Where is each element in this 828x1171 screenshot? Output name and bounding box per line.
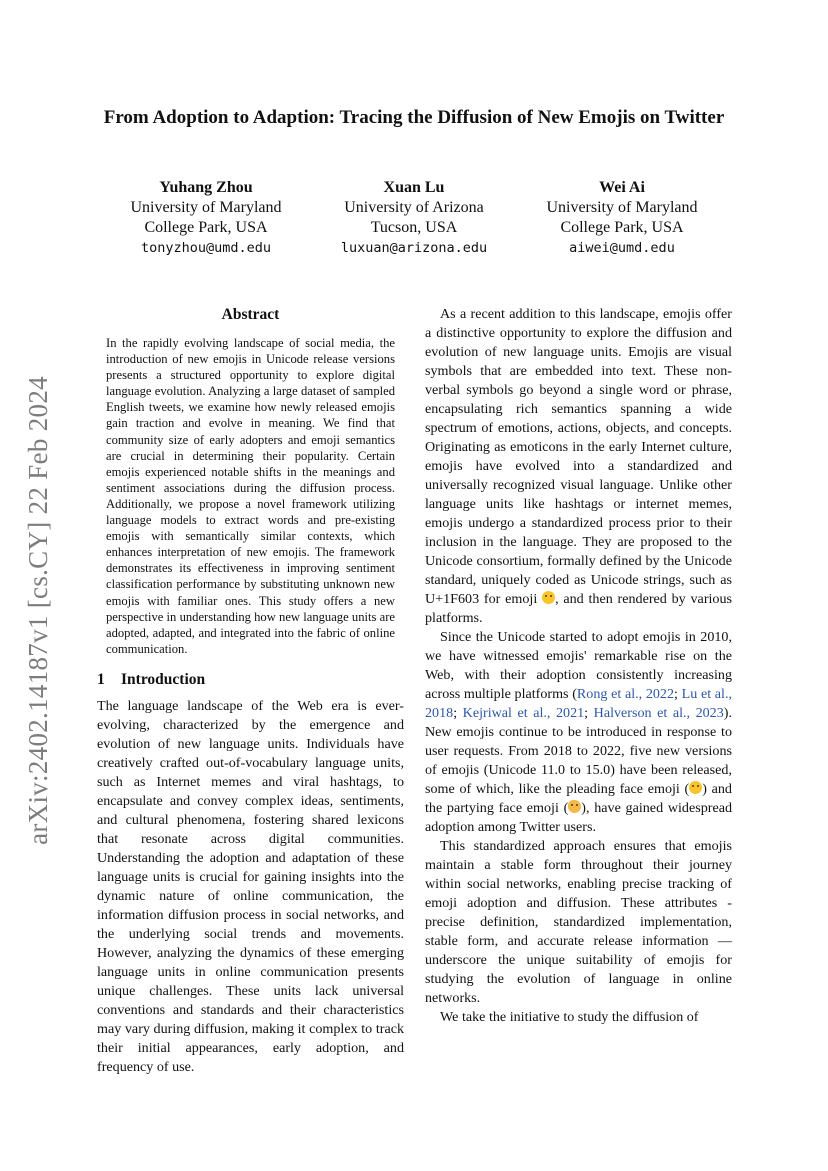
citation-separator: ; xyxy=(584,705,594,721)
author-3 xyxy=(512,178,732,258)
author-affiliation: University of Maryland xyxy=(546,199,698,216)
author-email[interactable]: aiwei@umd.edu xyxy=(569,240,675,256)
author-2 xyxy=(306,178,522,258)
author-location: College Park, USA xyxy=(560,219,684,236)
smiley-face-emoji-icon xyxy=(542,591,555,604)
author-name: Xuan Lu xyxy=(383,179,445,196)
author-name: Wei Ai xyxy=(599,179,645,196)
intro-paragraph-5: We take the initiative to study the diffusion of xyxy=(440,1009,699,1025)
section-number: 1 xyxy=(97,670,105,688)
paragraph-text: ) and the partying face emoji ( xyxy=(425,781,732,816)
author-affiliation: University of Arizona xyxy=(344,199,484,216)
right-column xyxy=(425,305,732,1027)
paragraph-text: ), have gained widespread adoption among Twitter users. xyxy=(425,800,733,835)
arxiv-identifier: arXiv:2402.14187v1 [cs.CY] 22 Feb 2024 xyxy=(22,375,53,845)
author-location: College Park, USA xyxy=(144,219,268,236)
paragraph-text: , and then rendered by various platforms. xyxy=(425,591,733,626)
citation-link[interactable]: Lu et al., 2018 xyxy=(425,686,732,721)
intro-paragraph-2 xyxy=(425,305,732,628)
author-location: Tucson, USA xyxy=(370,219,458,236)
citation-separator: ; xyxy=(674,686,682,702)
pleading-face-emoji-icon xyxy=(689,781,702,794)
author-affiliation: University of Maryland xyxy=(130,199,282,216)
intro-paragraph-4: This standardized approach ensures that emojis maintain a stable form throughout their journey within social networks, enabling precise tracking of emoji adoption and diffusion. These attributes - precise definition, standardized implementation, stable form, and accurate release information — underscore the unique suitability of emojis for studying the evolution of language in online networks. xyxy=(425,838,732,1006)
paragraph-text: As a recent addition to this landscape, emojis offer a distinctive opportunity to explore the diffusion and evolution of new language units. Emojis are visual symbols that are embedded into text. These non-verbal symbols go beyond a single word or phrase, encapsulating rich semantics spanning a wide spectrum of emotions, actions, objects, and concepts. Originating as emoticons in the early Internet culture, emojis have evolved into a standardized and universally recognized visual language. Unlike other language units like hashtags or internet memes, emojis undergo a standardized process prior to their inclusion in the language. They are proposed to the Unicode consortium, formally defined by the Unicode standard, uniquely coded as Unicode strings, such as U+1F603 for emoji xyxy=(425,306,732,607)
author-name: Yuhang Zhou xyxy=(159,179,253,196)
abstract-text: In the rapidly evolving landscape of social media, the introduction of new emojis in Unicode release versions presents a structured opportunity to explore digital language evolution. Analyzing a large dataset of sampled English tweets, we examine how newly released emojis gain traction and evolve in meaning. We find that community size of early adopters and emoji semantics are crucial in determining their popularity. Certain emojis experienced notable shifts in the meanings and sentiment associations during the diffusion process. Additionally, we propose a novel framework utilizing language models to extract words and pre-existing emojis with semantically similar contexts, which enhances interpretation of new emojis. The framework demonstrates its effectiveness in improving sentiment classification performance by substituting unknown new emojis with familiar ones. This study offers a new perspective in understanding how new language units are adopted, adapted, and integrated into the fabric of online communication. xyxy=(106,336,395,656)
paragraph-text: Since the Unicode started to adopt emojis in 2010, we have witnessed emojis' remarkable rise on the Web, with their adoption consistently increasing across multiple platforms ( xyxy=(425,629,732,702)
citation-link[interactable]: Halverson et al., 2023 xyxy=(593,705,724,721)
author-1 xyxy=(96,178,316,258)
author-email[interactable]: tonyzhou@umd.edu xyxy=(140,240,272,256)
intro-paragraph-3 xyxy=(425,628,732,837)
partying-face-emoji-icon xyxy=(568,800,581,813)
intro-paragraph-1: The language landscape of the Web era is ever-evolving, characterized by the emergence and evolution of new language units. Individuals have creatively crafted out-of-vocabulary language units, such as Internet memes and viral hashtags, to encapsulate and convey complex ideas, sentiments, and cultural phenomena, fostering shared lexicons that resonate across digital communities. Understanding the adoption and adaptation of these language units is crucial for gaining insights into the dynamic nature of online communication, the information diffusion process in social networks, and the underlying social trends and movements. However, analyzing the dynamics of these emerging language units in online communication presents unique challenges. These units lack universal conventions and standards and their characteristics may vary during diffusion, making it complex to track their initial appearances, early adoption, and frequency of use. xyxy=(97,697,404,1075)
abstract-heading: Abstract xyxy=(221,306,280,323)
paper-title: From Adoption to Adaption: Tracing the Diffusion of New Emojis on Twitter xyxy=(103,107,725,128)
citation-link[interactable]: Rong et al., 2022 xyxy=(576,686,675,702)
citation-separator: ; xyxy=(453,705,463,721)
section-title: Introduction xyxy=(121,670,206,688)
arxiv-sidebar xyxy=(18,360,58,860)
left-column xyxy=(97,306,404,1077)
section-heading xyxy=(97,671,404,689)
author-block xyxy=(96,178,732,263)
paragraph-text: ). New emojis continue to be introduced in response to user requests. From 2018 to 2022, five new versions of emojis (Unicode 11.0 to 15.0) have been released, some of which, like the pleading face emoji ( xyxy=(425,705,732,797)
citation-link[interactable]: Kejriwal et al., 2021 xyxy=(462,705,585,721)
author-email[interactable]: luxuan@arizona.edu xyxy=(340,240,488,256)
